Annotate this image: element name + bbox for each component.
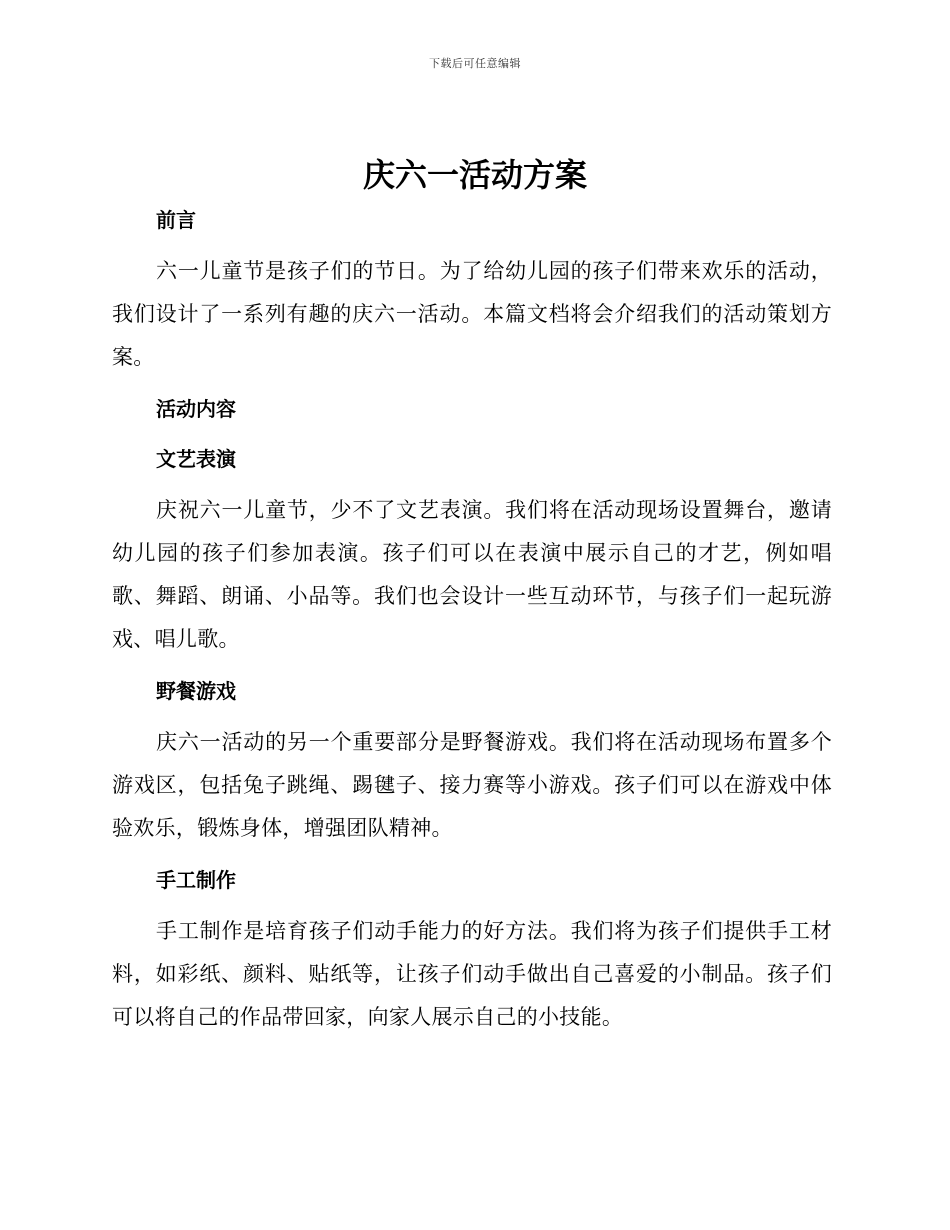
paragraph-preface: 六一儿童节是孩子们的节日。为了给幼儿园的孩子们带来欢乐的活动，我们设计了一系列有趣的庆六一活动。本篇文档将会介绍我们的活动策划方案。	[112, 259, 832, 369]
section-heading-preface: 前言	[156, 208, 196, 232]
paragraph-handicraft: 手工制作是培育孩子们动手能力的好方法。我们将为孩子们提供手工材料，如彩纸、颜料、贴纸等，让孩子们动手做出自己喜爱的小制品。孩子们可以将自己的作品带回家，向家人展示自己的小技能。	[112, 919, 832, 1029]
document-title: 庆六一活动方案	[362, 156, 587, 194]
paragraph-performance: 庆祝六一儿童节，少不了文艺表演。我们将在活动现场设置舞台，邀请幼儿园的孩子们参加表演。孩子们可以在表演中展示自己的才艺，例如唱歌、舞蹈、朗诵、小品等。我们也会设计一些互动环节，与孩子们一起玩游戏、唱儿歌。	[112, 498, 832, 651]
document-body	[112, 200, 832, 1039]
section-heading-activity-content: 活动内容	[156, 397, 236, 421]
section-heading-performance: 文艺表演	[156, 447, 236, 471]
header-note: 下载后可任意编辑	[429, 57, 521, 70]
section-heading-handicraft: 手工制作	[156, 868, 236, 892]
section-heading-picnic-games: 野餐游戏	[156, 679, 236, 703]
paragraph-picnic-games: 庆六一活动的另一个重要部分是野餐游戏。我们将在活动现场布置多个游戏区，包括兔子跳绳、踢毽子、接力赛等小游戏。孩子们可以在游戏中体验欢乐，锻炼身体，增强团队精神。	[112, 730, 832, 840]
